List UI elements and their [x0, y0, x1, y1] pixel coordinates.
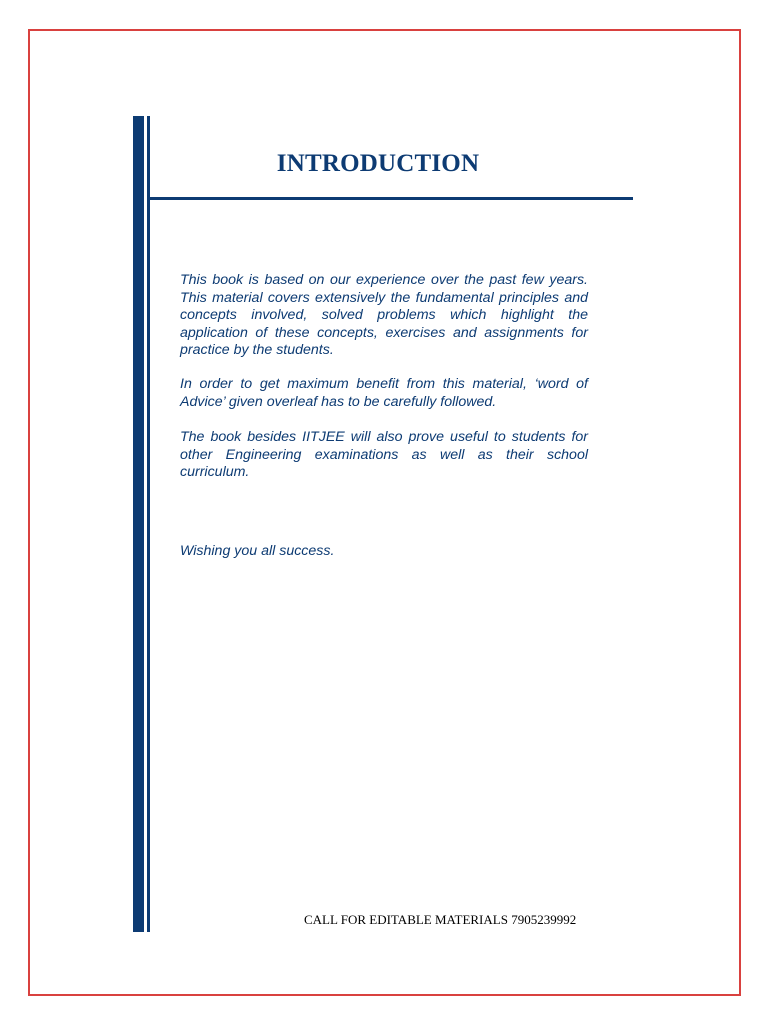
page-title: INTRODUCTION — [276, 150, 480, 177]
left-decorative-bar-thick — [133, 116, 144, 932]
closing-wish: Wishing you all success. — [180, 543, 335, 559]
intro-paragraph-2: In order to get maximum benefit from this material, ‘word of Advice’ given overleaf has to be carefully followed. — [180, 376, 588, 410]
title-underline — [150, 197, 633, 200]
intro-paragraph-3: The book besides IITJEE will also prove useful to students for other Engineering examinations as well as their school curriculum. — [180, 429, 588, 481]
footer-contact: CALL FOR EDITABLE MATERIALS 7905239992 — [304, 912, 577, 927]
left-decorative-bar-thin — [147, 116, 150, 932]
intro-paragraph-1: This book is based on our experience over the past few years. This material covers extensively the fundamental principles and concepts involved, solved problems which highlight the application of these concepts, exercises and assignments for practice by the students. — [180, 272, 588, 359]
